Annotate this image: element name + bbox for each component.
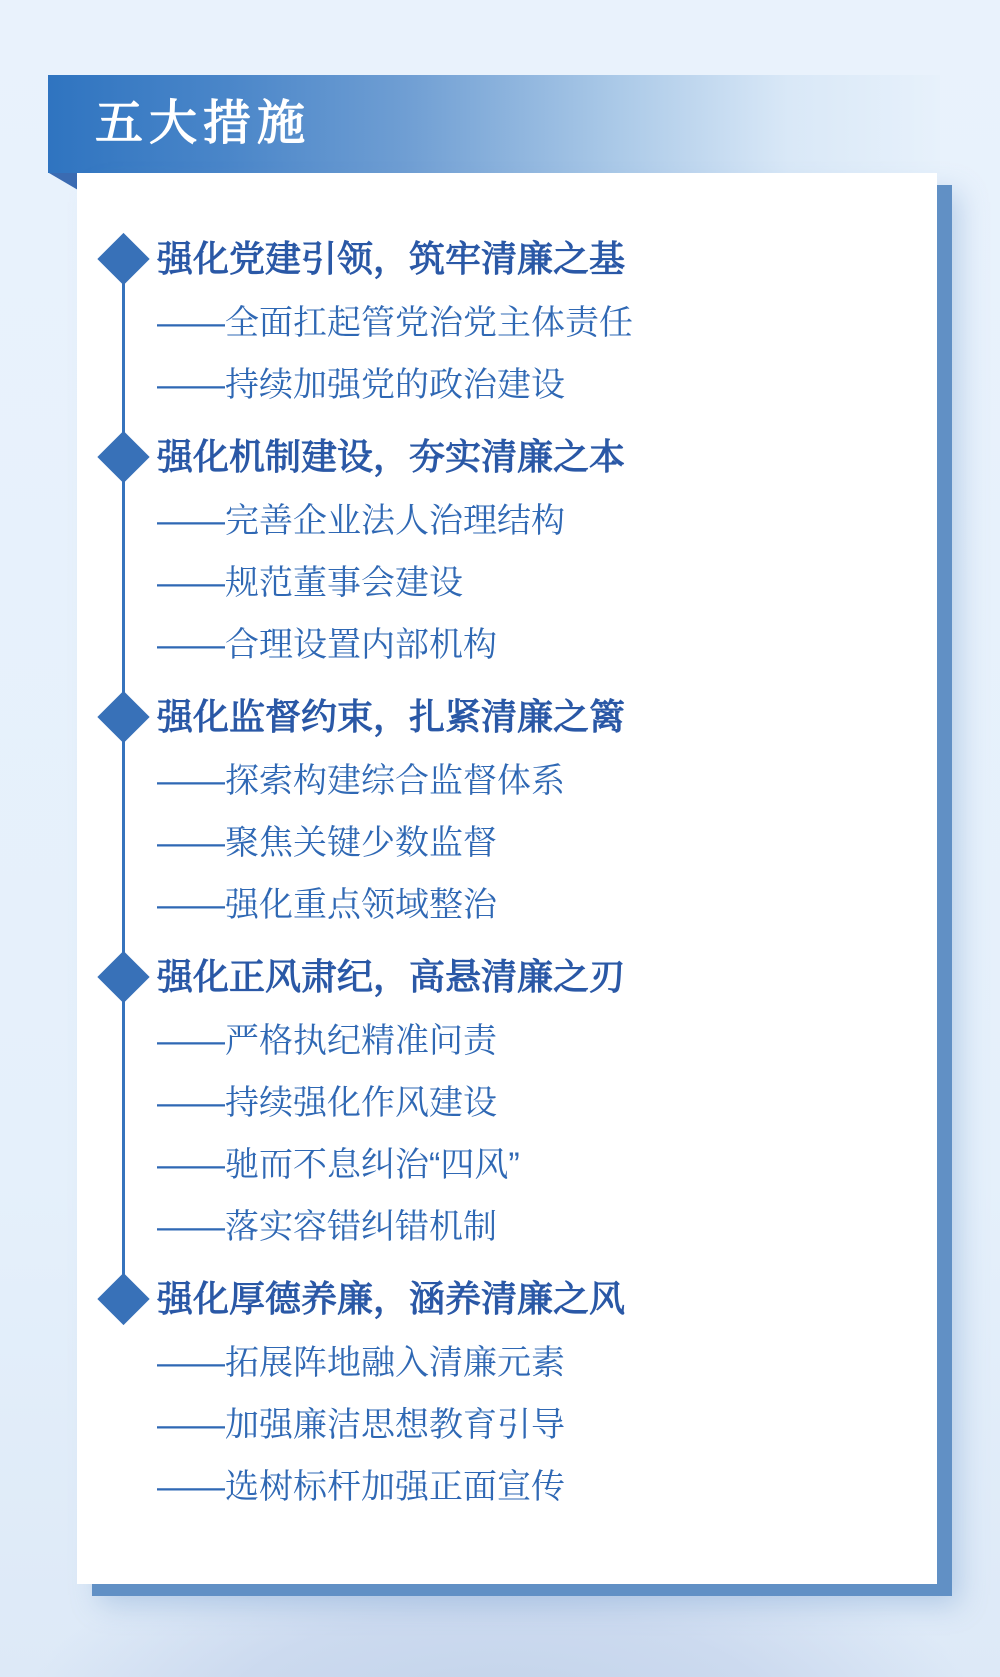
list-item: ——持续强化作风建设 — [157, 1084, 497, 1122]
section-heading: 强化党建引领，筑牢清廉之基 — [157, 238, 626, 279]
list-item: ——强化重点领域整治 — [157, 886, 497, 924]
banner-fold-corner — [49, 173, 78, 190]
section-heading-row — [77, 692, 937, 742]
section-heading-row — [77, 432, 937, 482]
timeline-line — [122, 259, 125, 1299]
list-item: ——持续加强党的政治建设 — [157, 366, 565, 404]
list-item: ——落实容错纠错机制 — [157, 1208, 497, 1246]
measure-section-1 — [77, 234, 937, 416]
measure-section-3 — [77, 692, 937, 936]
measure-section-4 — [77, 952, 937, 1258]
content-card — [77, 173, 937, 1584]
title-banner — [48, 75, 940, 173]
diamond-bullet-icon — [97, 233, 149, 285]
measure-section-5 — [77, 1274, 937, 1518]
list-item: ——加强廉洁思想教育引导 — [157, 1406, 565, 1444]
diamond-bullet-icon — [97, 951, 149, 1003]
list-item: ——探索构建综合监督体系 — [157, 762, 565, 800]
section-heading: 强化正风肃纪，高悬清廉之刃 — [157, 956, 626, 997]
list-item: ——合理设置内部机构 — [157, 626, 497, 664]
section-heading-row — [77, 1274, 937, 1324]
diamond-bullet-icon — [97, 431, 149, 483]
section-heading-row — [77, 952, 937, 1002]
section-heading: 强化机制建设，夯实清廉之本 — [157, 436, 626, 477]
section-heading: 强化厚德养廉，涵养清廉之风 — [157, 1278, 626, 1319]
measure-section-2 — [77, 432, 937, 676]
list-item: ——选树标杆加强正面宣传 — [157, 1468, 565, 1506]
section-heading-row — [77, 234, 937, 284]
list-item: ——严格执纪精准问责 — [157, 1022, 497, 1060]
list-item: ——规范董事会建设 — [157, 564, 463, 602]
diamond-bullet-icon — [97, 691, 149, 743]
section-heading: 强化监督约束，扎紧清廉之篱 — [157, 696, 626, 737]
list-item: ——完善企业法人治理结构 — [157, 502, 565, 540]
list-item: ——驰而不息纠治“四风” — [157, 1146, 520, 1184]
list-item: ——全面扛起管党治党主体责任 — [157, 304, 633, 342]
page-title: 五大措施 — [95, 97, 312, 150]
list-item: ——拓展阵地融入清廉元素 — [157, 1344, 565, 1382]
list-item: ——聚焦关键少数监督 — [157, 824, 497, 862]
diamond-bullet-icon — [97, 1273, 149, 1325]
